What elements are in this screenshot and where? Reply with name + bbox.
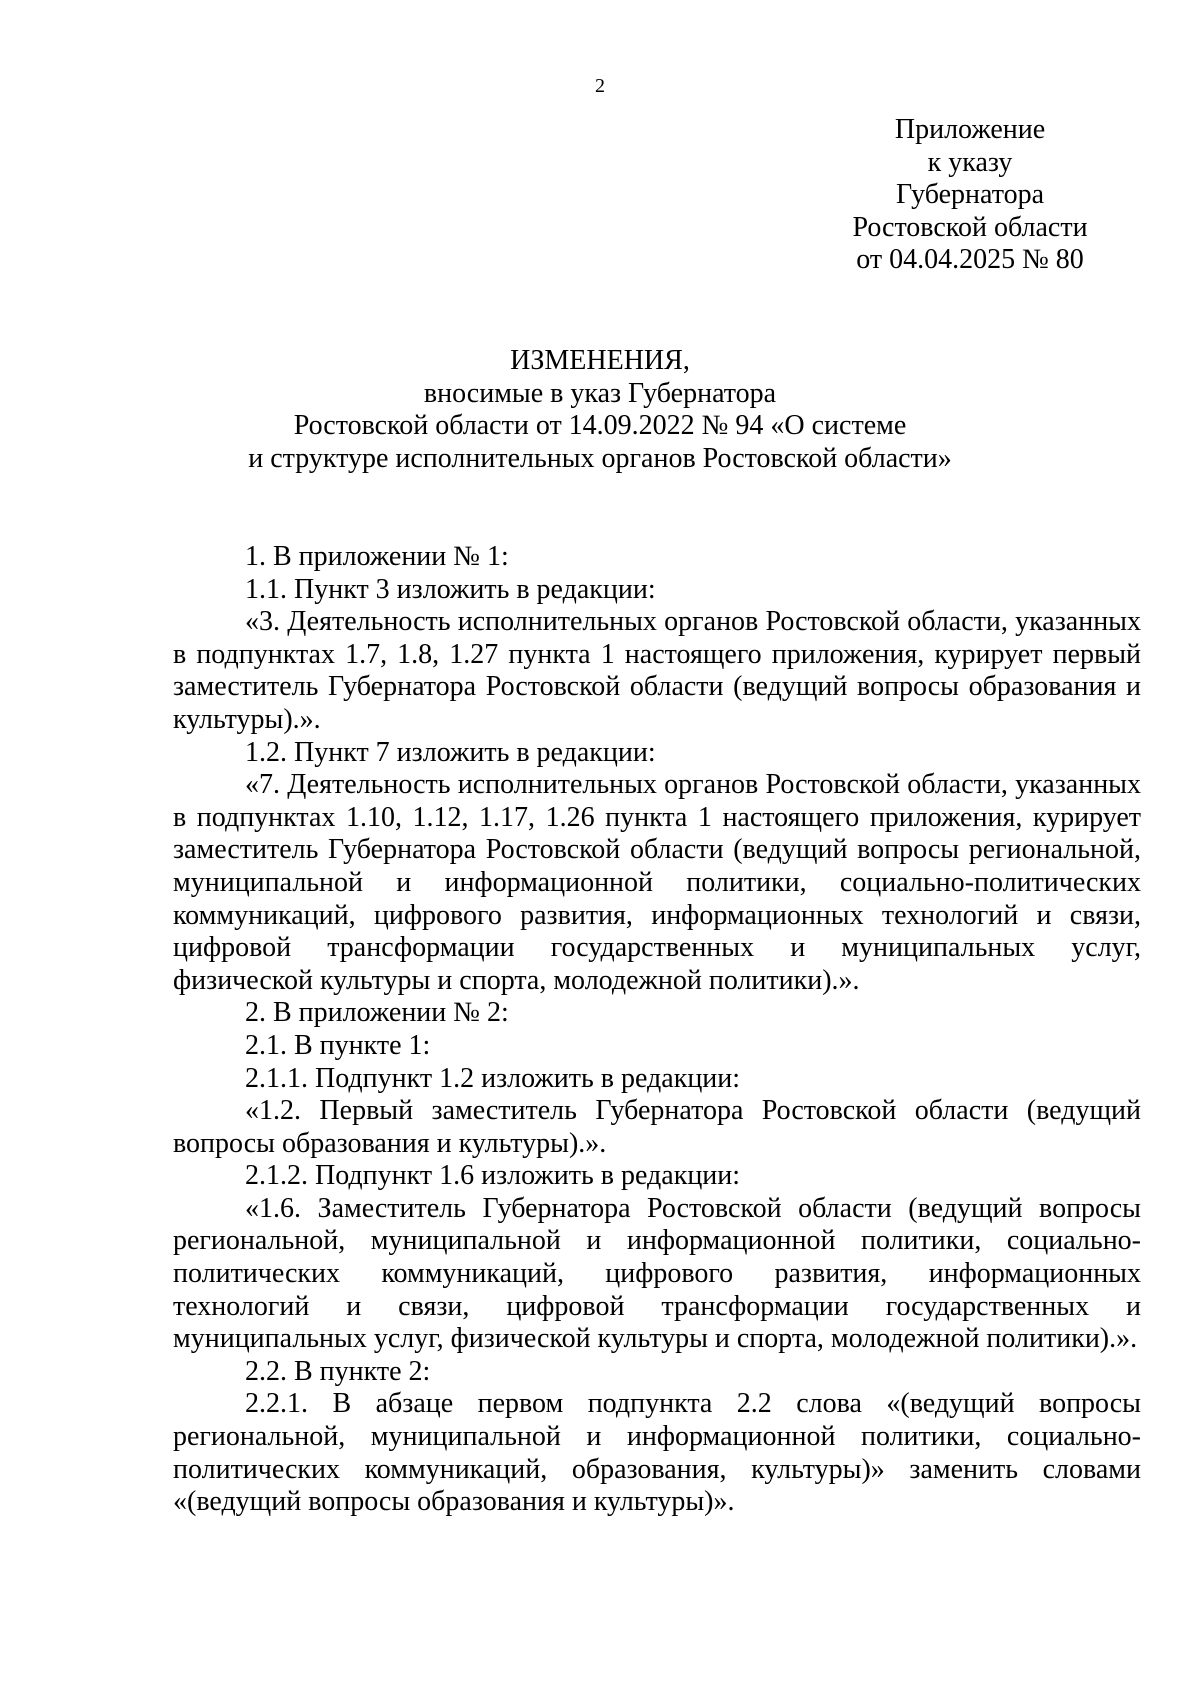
document-body (173, 541, 1141, 1519)
paragraph: «3. Деятельность исполнительных органов Ростовской области, указанных в подпунктах 1.7, 1.8, 1.27 пункта 1 настоящего приложения, курирует первый заместитель Губернатора Ростовской области (ведущий вопросы образования и культуры).». (173, 606, 1141, 735)
appendix-block (820, 114, 1120, 277)
document-title (0, 345, 1200, 475)
paragraph: 2.1.1. Подпункт 1.2 изложить в редакции: (245, 1062, 741, 1094)
appendix-line: Губернатора (895, 179, 1045, 211)
paragraph: 1.2. Пункт 7 изложить в редакции: (245, 736, 656, 768)
appendix-line: от 04.04.2025 № 80 (856, 244, 1084, 276)
paragraph: 1. В приложении № 1: (245, 541, 509, 572)
paragraph: 2.1.2. Подпункт 1.6 изложить в редакции: (245, 1160, 741, 1192)
paragraph: 2.2.1. В абзаце первом подпункта 2.2 слова «(ведущий вопросы региональной, муниципальной и информационной политики, социально-политических коммуникаций, образования, культуры)» заменить словами «(ведущий вопросы образования и культуры)». (173, 1388, 1141, 1518)
title-line: Ростовской области от 14.09.2022 № 94 «О системе (293, 410, 907, 442)
paragraph: 2. В приложении № 2: (245, 997, 509, 1029)
appendix-line: Ростовской области (852, 211, 1088, 243)
title-heading: ИЗМЕНЕНИЯ, (510, 345, 690, 376)
appendix-line: к указу (927, 146, 1013, 178)
paragraph: 2.1. В пункте 1: (245, 1029, 431, 1061)
paragraph: 1.1. Пункт 3 изложить в редакции: (245, 573, 656, 605)
page-number: 2 (595, 75, 605, 97)
paragraph: 2.2. В пункте 2: (245, 1355, 431, 1387)
paragraph: «1.6. Заместитель Губернатора Ростовской области (ведущий вопросы региональной, муниципальной и информационной политики, социально-политических коммуникаций, цифрового развития, информационных технологий и связи, цифровой трансформации государственных и муниципальных услуг, физической культуры и спорта, молодежной политики).». (173, 1192, 1141, 1355)
title-line: и структуре исполнительных органов Ростовской области» (248, 442, 952, 474)
title-line: вносимые в указ Губернатора (423, 377, 777, 409)
paragraph: «7. Деятельность исполнительных органов Ростовской области, указанных в подпунктах 1.10, 1.12, 1.17, 1.26 пункта 1 настоящего приложения, курирует заместитель Губернатора Ростовской области (ведущий вопросы региональной, муниципальной и информационной политики, социально-политических коммуникаций, цифрового развития, информационных технологий и связи, цифровой трансформации государственных и муниципальных услуг, физической культуры и спорта, молодежной политики).». (173, 769, 1141, 996)
paragraph: «1.2. Первый заместитель Губернатора Ростовской области (ведущий вопросы образования и культуры).». (173, 1095, 1141, 1159)
appendix-line: Приложение (894, 114, 1046, 145)
